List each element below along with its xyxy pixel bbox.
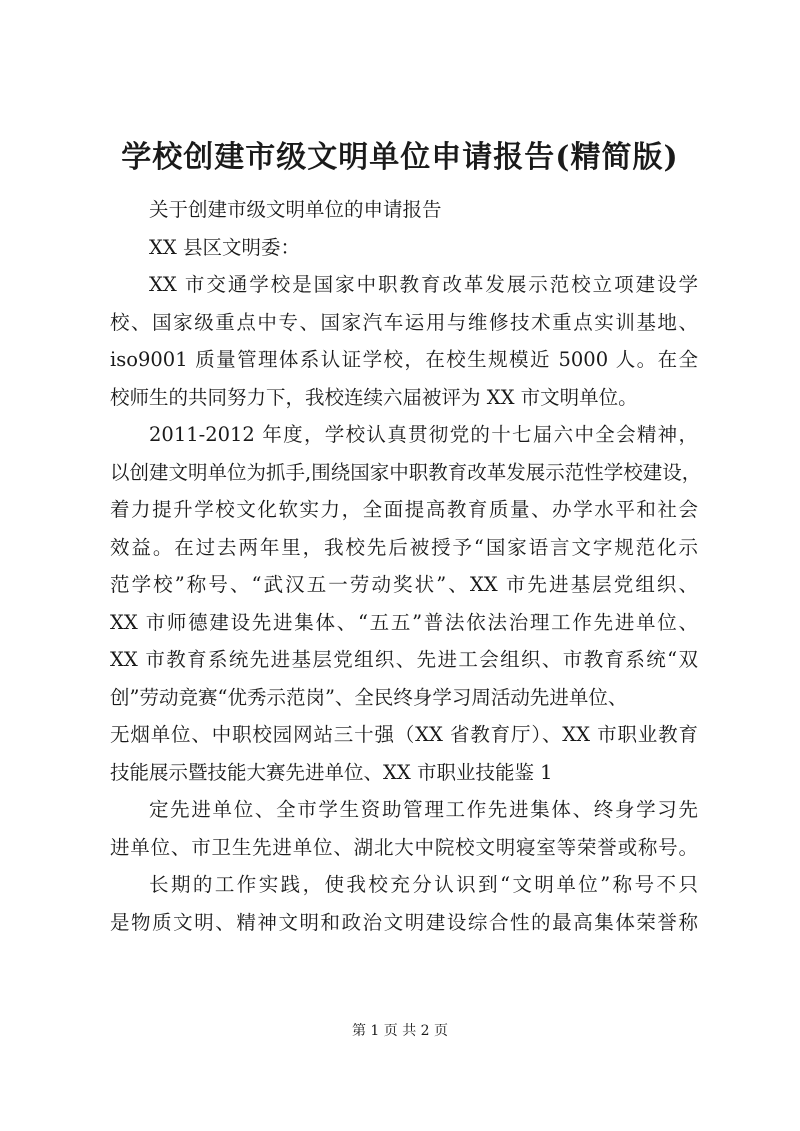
paragraph-2-line-2: 以创建文明单位为抓手,围绕国家中职教育改革发展示范性学校建设， xyxy=(110,460,702,484)
salutation-line: XX 县区文明委： xyxy=(149,235,300,259)
paragraph-2-line-7: XX 市教育系统先进基层党组织、先进工会组织、市教育系统“双 xyxy=(110,648,698,671)
paragraph-2-line-6: XX 市师德建设先进集体、“五五”普法依法治理工作先进单位、 xyxy=(110,610,698,634)
paragraph-1-line-2: 校、国家级重点中专、国家汽车运用与维修技术重点实训基地、 xyxy=(110,310,698,334)
paragraph-4-line-2: 是物质文明、精神文明和政治文明建设综合性的最高集体荣誉称 xyxy=(110,910,698,934)
paragraph-2-line-4: 效益。在过去两年里，我校先后被授予“国家语言文字规范化示 xyxy=(110,535,698,559)
paragraph-1-line-4: 校师生的共同努力下，我校连续六届被评为 XX 市文明单位。 xyxy=(110,385,638,409)
paragraph-2-line-3: 着力提升学校文化软实力，全面提高教育质量、办学水平和社会 xyxy=(110,498,698,521)
paragraph-2-line-9: 无烟单位、中职校园网站三十强（XX 省教育厅）、XX 市职业教育 xyxy=(110,723,698,746)
paragraph-1-line-1: XX 市交通学校是国家中职教育改革发展示范校立项建设学 xyxy=(149,273,698,296)
paragraph-2-line-5: 范学校”称号、“武汉五一劳动奖状”、XX 市先进基层党组织、 xyxy=(110,573,698,596)
paragraph-2-line-1: 2011-2012 年度，学校认真贯彻党的十七届六中全会精神， xyxy=(149,423,698,446)
paragraph-3-line-1: 定先进单位、全市学生资助管理工作先进集体、终身学习先 xyxy=(149,798,698,821)
subject-line: 关于创建市级文明单位的申请报告 xyxy=(149,198,442,221)
document-body xyxy=(110,191,702,941)
document-title: 学校创建市级文明单位申请报告(精简版) xyxy=(121,140,679,175)
paragraph-2-line-10: 技能展示暨技能大赛先进单位、XX 市职业技能鉴 1 xyxy=(110,760,553,784)
page-footer: 第 1 页 共 2 页 xyxy=(351,1023,449,1039)
paragraph-1-line-3: iso9001 质量管理体系认证学校，在校生规模近 5000 人。在全 xyxy=(110,348,698,371)
paragraph-2-line-8: 创”劳动竞赛“优秀示范岗”、全民终身学习周活动先进单位、 xyxy=(110,685,628,709)
paragraph-4-line-1: 长期的工作实践，使我校充分认识到“文明单位”称号不只 xyxy=(149,873,698,896)
paragraph-3-line-2: 进单位、市卫生先进单位、湖北大中院校文明寝室等荣誉或称号。 xyxy=(110,835,698,859)
